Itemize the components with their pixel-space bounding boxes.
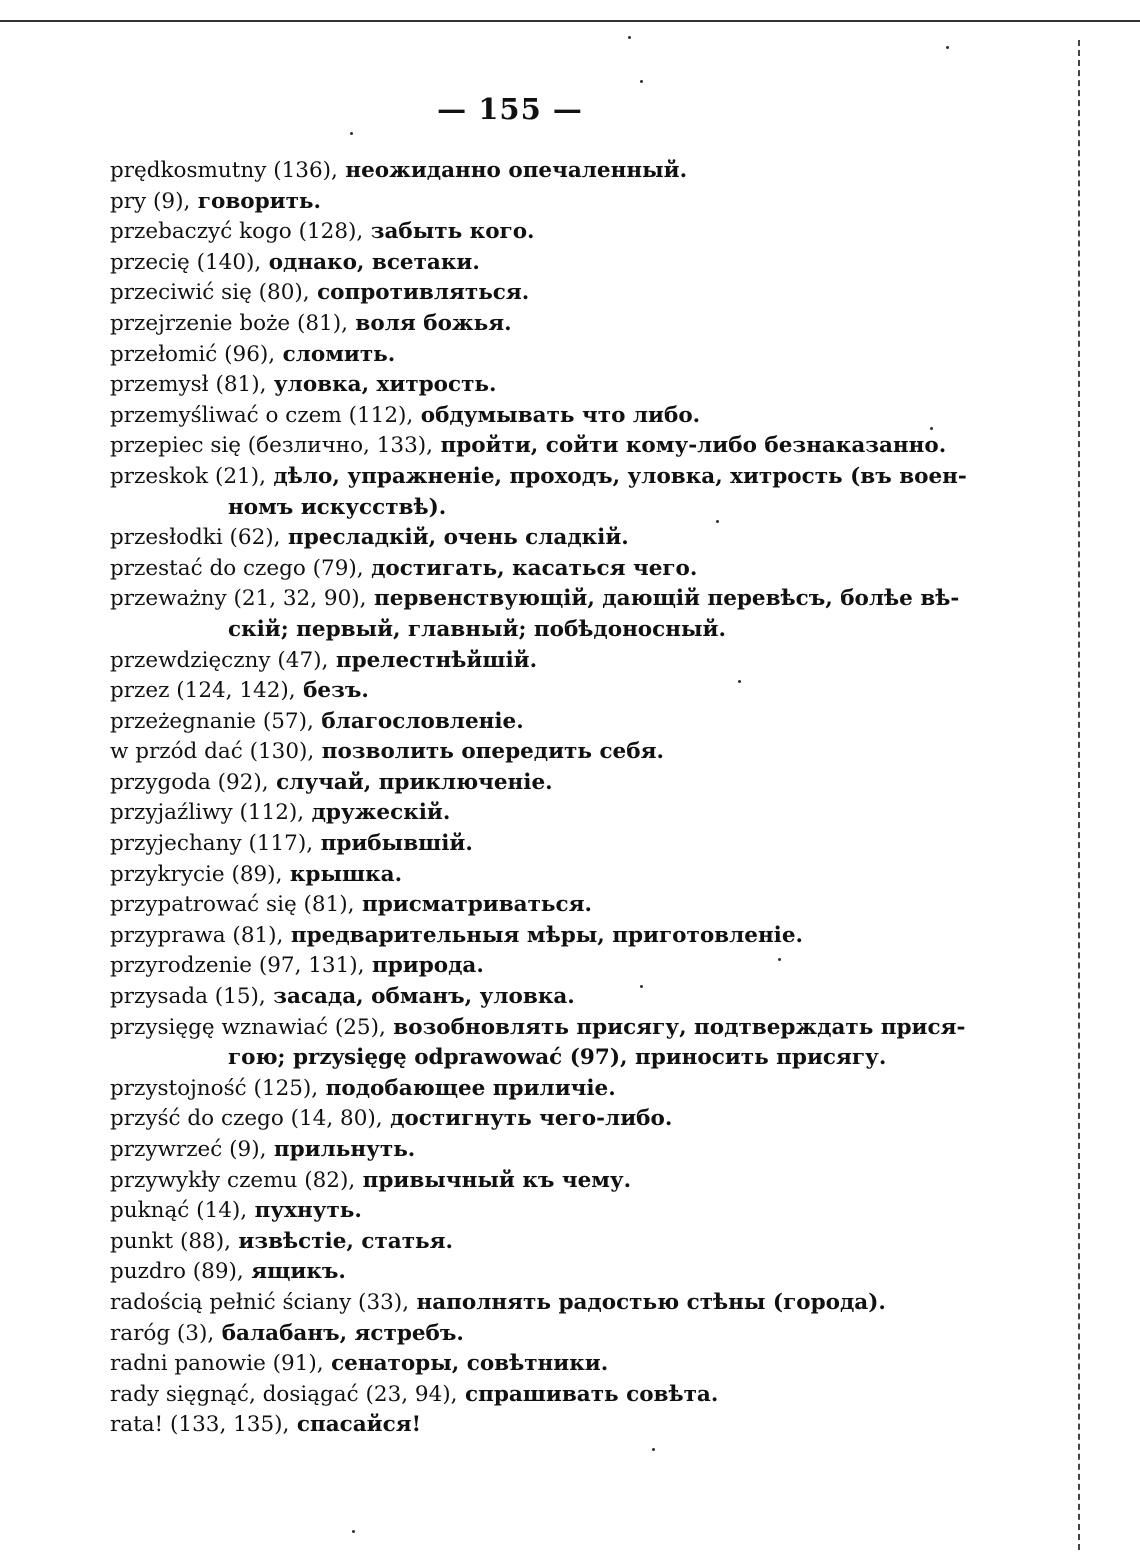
print-speck: [350, 132, 353, 135]
glossary-entry: [110, 1013, 966, 1074]
entry-translation: спасайся!: [289, 1412, 422, 1438]
print-speck: [716, 520, 719, 523]
entry-headword: radni panowie (91),: [110, 1351, 324, 1377]
entry-headword: przeciwić się (80),: [110, 280, 310, 306]
glossary-entry: [110, 584, 960, 645]
glossary-entry: [110, 554, 930, 585]
glossary-entry: [110, 951, 930, 982]
glossary-entry: [110, 921, 930, 952]
entry-translation: предварительныя мѣры, приготовленіе.: [283, 922, 804, 948]
entry-headword: przyść do czego (14, 80),: [110, 1106, 383, 1132]
glossary-entry: [110, 340, 930, 371]
entry-headword: przywykły czemu (82),: [110, 1167, 356, 1193]
entry-headword: radością pełnić ściany (33),: [110, 1289, 410, 1315]
print-speck: [738, 680, 741, 683]
entry-translation: спрашивать совѣта.: [457, 1381, 719, 1407]
glossary-entry: [110, 1319, 930, 1350]
entry-translation: извѣстіе, статья.: [230, 1228, 454, 1254]
entry-headword: przesłodki (62),: [110, 525, 281, 551]
glossary-entry: [110, 1288, 930, 1319]
entry-headword: przeskok (21),: [110, 463, 266, 489]
entry-translation: забыть кого.: [363, 219, 535, 245]
print-speck: [628, 36, 631, 39]
entry-translation: благословленіе.: [313, 708, 524, 734]
entry-translation: сенаторы, совѣтники.: [323, 1351, 609, 1377]
entry-headword: w przód dać (130),: [110, 739, 315, 765]
glossary-entry: [110, 890, 930, 921]
glossary-entry: [110, 829, 930, 860]
glossary-entry: [110, 187, 930, 218]
glossary-entry: [110, 217, 930, 248]
glossary-entry: [110, 1196, 930, 1227]
glossary-entry: [110, 860, 930, 891]
entry-translation: неожиданно опечаленный.: [337, 158, 688, 183]
entry-translation: засада, обманъ, уловка.: [265, 984, 575, 1010]
print-speck: [778, 958, 781, 961]
entry-headword: raróg (3),: [110, 1320, 215, 1346]
print-speck: [640, 985, 643, 988]
entry-headword: przemyśliwać o czem (112),: [110, 402, 414, 428]
entry-translation: прибывшій.: [313, 831, 473, 857]
entry-headword: przyjaźliwy (112),: [110, 800, 305, 826]
entry-headword: przyjechany (117),: [110, 831, 314, 857]
entry-translation: сломить.: [275, 341, 396, 367]
entry-translation: уловка, хитрость.: [266, 372, 497, 398]
entry-headword: przejrzenie boże (81),: [110, 310, 348, 336]
entry-headword: puzdro (89),: [110, 1259, 244, 1285]
entry-continuation: номъ искусствѣ).: [228, 494, 447, 520]
entry-headword: prędkosmutny (136),: [110, 158, 338, 183]
glossary-list: [110, 156, 967, 1441]
entry-headword: pry (9),: [110, 188, 191, 214]
entry-translation: достигнуть чего-либо.: [382, 1106, 673, 1132]
glossary-entry: [110, 707, 930, 738]
entry-headword: przebaczyć kogo (128),: [110, 219, 364, 245]
glossary-entry: [110, 737, 930, 768]
glossary-entry: [110, 462, 967, 523]
entry-headword: przeżegnanie (57),: [110, 708, 314, 734]
glossary-entry: [110, 309, 930, 340]
entry-translation: воля божья.: [347, 310, 512, 336]
glossary-entry: [110, 523, 930, 554]
entry-headword: przeważny (21, 32, 90),: [110, 586, 367, 612]
print-speck: [946, 46, 949, 49]
entry-headword: przyprawa (81),: [110, 922, 284, 948]
entry-translation: природа.: [364, 953, 484, 979]
glossary-entry: [110, 676, 930, 707]
entry-translation: однако, всетаки.: [261, 249, 480, 275]
right-margin-edge: [1078, 40, 1080, 1550]
print-speck: [352, 1530, 355, 1533]
glossary-entry: [110, 401, 930, 432]
entry-headword: przywrzeć (9),: [110, 1137, 267, 1162]
entry-translation: возобновлять присягу, подтверждать прися-: [385, 1014, 966, 1040]
glossary-entry: [110, 1104, 930, 1135]
entry-headword: przecię (140),: [110, 249, 262, 275]
entry-translation: достигать, касаться чего.: [363, 555, 698, 581]
entry-headword: przyrodzenie (97, 131),: [110, 953, 365, 979]
entry-headword: przemysł (81),: [110, 372, 267, 398]
entry-headword: przysięgę wznawiać (25),: [110, 1014, 386, 1040]
glossary-entry: [110, 370, 930, 401]
entry-translation: подобающее приличіе.: [318, 1075, 616, 1101]
glossary-entry: [110, 982, 930, 1013]
entry-translation: присматриваться.: [354, 892, 592, 918]
glossary-entry: [110, 1227, 930, 1258]
entry-headword: przystojność (125),: [110, 1075, 319, 1101]
entry-headword: przygoda (92),: [110, 769, 269, 795]
entry-translation: прелестнѣйшій.: [328, 647, 538, 673]
entry-translation: обдумывать что либо.: [413, 402, 701, 428]
entry-headword: przysada (15),: [110, 984, 266, 1010]
glossary-entry: [110, 156, 930, 187]
entry-translation: говорить.: [190, 188, 321, 214]
glossary-entry: [110, 1349, 930, 1380]
glossary-entry: [110, 1410, 930, 1441]
entry-translation: случай, приключеніе.: [268, 769, 553, 795]
entry-translation: позволить опередить себя.: [314, 739, 664, 765]
glossary-entry: [110, 248, 930, 279]
print-speck: [930, 427, 933, 430]
glossary-entry: [110, 278, 930, 309]
entry-translation: первенствующій, дающій перевѣсъ, болѣе вѣ-: [366, 586, 960, 612]
glossary-entry: [110, 1380, 930, 1411]
entry-translation: пресладкій, очень сладкій.: [280, 525, 629, 551]
glossary-entry: [110, 1135, 930, 1166]
entry-translation: прильнуть.: [266, 1137, 416, 1162]
entry-translation: крышка.: [282, 861, 403, 887]
glossary-entry: [110, 768, 930, 799]
entry-translation: сопротивляться.: [309, 280, 530, 306]
glossary-entry: [110, 1257, 930, 1288]
entry-headword: przepiec się (безлично, 133),: [110, 433, 433, 459]
page-number: — 155 —: [437, 92, 583, 126]
entry-continuation: гою; przysięgę odprawować (97), приносить присягу.: [228, 1045, 887, 1071]
entry-headword: przykrycie (89),: [110, 861, 283, 887]
glossary-entry: [110, 1166, 930, 1197]
entry-headword: rata! (133, 135),: [110, 1412, 290, 1438]
entry-headword: puknąć (14),: [110, 1198, 248, 1224]
glossary-entry: [110, 646, 930, 677]
entry-translation: пройти, сойти кому-либо безнаказанно.: [432, 433, 947, 459]
entry-translation: безъ.: [295, 678, 369, 704]
entry-headword: punkt (88),: [110, 1228, 231, 1254]
entry-headword: rady sięgnąć, dosiągać (23, 94),: [110, 1381, 458, 1407]
entry-translation: дѣло, упражненіе, проходъ, уловка, хитрость (въ воен-: [265, 463, 967, 489]
entry-translation: наполнять радостью стѣны (города).: [409, 1289, 886, 1315]
entry-translation: балабанъ, ястребъ.: [214, 1320, 464, 1346]
entry-translation: пухнуть.: [247, 1198, 362, 1224]
entry-translation: дружескій.: [304, 800, 451, 826]
entry-headword: przez (124, 142),: [110, 678, 296, 704]
print-speck: [640, 80, 643, 83]
entry-translation: ящикъ.: [243, 1259, 346, 1285]
entry-continuation: скій; первый, главный; побѣдоносный.: [228, 616, 726, 642]
entry-translation: привычный къ чему.: [355, 1167, 632, 1193]
top-border-line: [0, 20, 1140, 22]
glossary-entry: [110, 431, 947, 462]
entry-headword: przełomić (96),: [110, 341, 276, 367]
glossary-entry: [110, 1074, 930, 1105]
glossary-entry: [110, 798, 930, 829]
entry-headword: przestać do czego (79),: [110, 555, 364, 581]
print-speck: [652, 1448, 655, 1451]
entry-headword: przypatrować się (81),: [110, 892, 355, 918]
entry-headword: przewdzięczny (47),: [110, 647, 329, 673]
